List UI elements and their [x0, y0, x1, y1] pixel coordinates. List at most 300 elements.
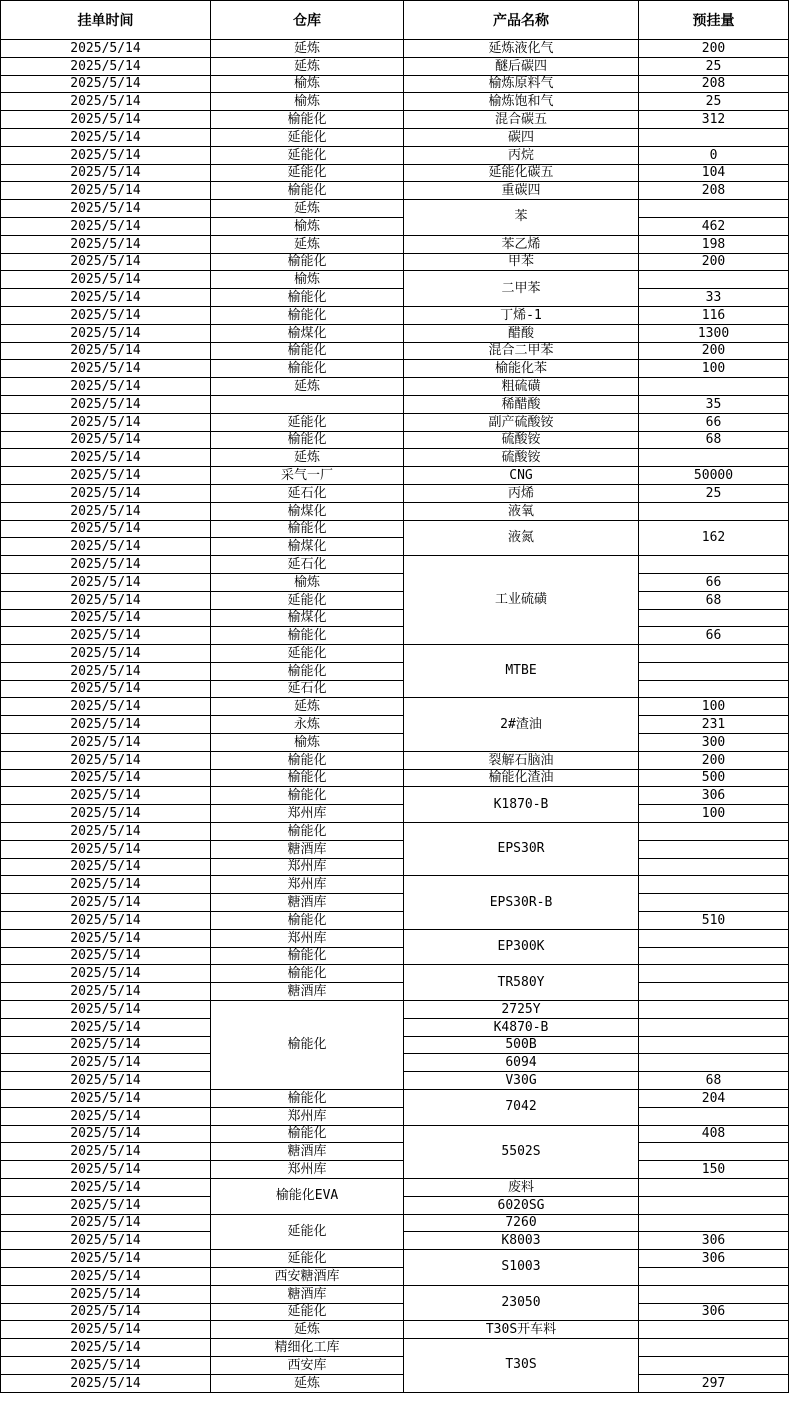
table-row — [1, 200, 789, 218]
date-cell: 2025/5/14 — [1, 1054, 211, 1072]
product-cell: T30S开车料 — [404, 1321, 639, 1339]
date-cell: 2025/5/14 — [1, 556, 211, 574]
warehouse-cell: 糖酒库 — [211, 840, 404, 858]
date-cell: 2025/5/14 — [1, 645, 211, 663]
table-row — [1, 662, 789, 680]
table-row — [1, 876, 789, 894]
table-row — [1, 164, 789, 182]
date-cell: 2025/5/14 — [1, 40, 211, 58]
table-row — [1, 734, 789, 752]
date-cell: 2025/5/14 — [1, 289, 211, 307]
warehouse-cell: 郑州库 — [211, 805, 404, 823]
warehouse-cell: 榆煤化 — [211, 538, 404, 556]
table-row — [1, 502, 789, 520]
product-cell: S1003 — [404, 1250, 639, 1286]
product-cell: 丙烷 — [404, 146, 639, 164]
product-cell: 工业硫磺 — [404, 556, 639, 645]
date-cell: 2025/5/14 — [1, 538, 211, 556]
product-cell: 丙烯 — [404, 484, 639, 502]
quantity-cell: 200 — [639, 342, 789, 360]
warehouse-cell: 延炼 — [211, 1374, 404, 1392]
product-cell: 榆能化渣油 — [404, 769, 639, 787]
warehouse-cell: 榆能化 — [211, 823, 404, 841]
date-cell: 2025/5/14 — [1, 1374, 211, 1392]
warehouse-cell: 郑州库 — [211, 929, 404, 947]
table-row — [1, 805, 789, 823]
warehouse-cell: 糖酒库 — [211, 894, 404, 912]
warehouse-cell: 采气一厂 — [211, 467, 404, 485]
quantity-cell: 66 — [639, 413, 789, 431]
warehouse-cell: 榆能化 — [211, 431, 404, 449]
header-quantity: 预挂量 — [639, 1, 789, 40]
date-cell: 2025/5/14 — [1, 698, 211, 716]
quantity-cell — [639, 1143, 789, 1161]
product-cell: EP300K — [404, 929, 639, 965]
date-cell: 2025/5/14 — [1, 609, 211, 627]
quantity-cell — [639, 823, 789, 841]
quantity-cell: 25 — [639, 57, 789, 75]
product-cell: K4870-B — [404, 1018, 639, 1036]
table-row — [1, 912, 789, 930]
warehouse-cell: 榆能化 — [211, 965, 404, 983]
product-cell: 醋酸 — [404, 324, 639, 342]
date-cell: 2025/5/14 — [1, 947, 211, 965]
date-cell: 2025/5/14 — [1, 680, 211, 698]
quantity-cell — [639, 1054, 789, 1072]
quantity-cell — [639, 983, 789, 1001]
date-cell: 2025/5/14 — [1, 894, 211, 912]
date-cell: 2025/5/14 — [1, 146, 211, 164]
product-cell: 延能化碳五 — [404, 164, 639, 182]
quantity-cell — [639, 894, 789, 912]
date-cell: 2025/5/14 — [1, 1179, 211, 1197]
date-cell: 2025/5/14 — [1, 449, 211, 467]
product-cell: K8003 — [404, 1232, 639, 1250]
date-cell: 2025/5/14 — [1, 716, 211, 734]
quantity-cell: 50000 — [639, 467, 789, 485]
table-row — [1, 840, 789, 858]
date-cell: 2025/5/14 — [1, 1001, 211, 1019]
quantity-cell: 35 — [639, 395, 789, 413]
table-row — [1, 858, 789, 876]
quantity-cell — [639, 858, 789, 876]
date-cell: 2025/5/14 — [1, 75, 211, 93]
table-row — [1, 751, 789, 769]
product-cell: EPS30R — [404, 823, 639, 876]
quantity-cell — [639, 1321, 789, 1339]
quantity-cell — [639, 645, 789, 663]
warehouse-cell: 榆能化 — [211, 289, 404, 307]
date-cell: 2025/5/14 — [1, 965, 211, 983]
date-cell: 2025/5/14 — [1, 1321, 211, 1339]
quantity-cell — [639, 1018, 789, 1036]
product-cell: 6020SG — [404, 1196, 639, 1214]
date-cell: 2025/5/14 — [1, 306, 211, 324]
table-row — [1, 680, 789, 698]
date-cell: 2025/5/14 — [1, 520, 211, 538]
warehouse-cell: 榆炼 — [211, 217, 404, 235]
warehouse-cell: 榆煤化 — [211, 502, 404, 520]
date-cell: 2025/5/14 — [1, 1036, 211, 1054]
warehouse-cell: 糖酒库 — [211, 1285, 404, 1303]
warehouse-cell: 榆炼 — [211, 271, 404, 289]
quantity-cell — [639, 1356, 789, 1374]
warehouse-cell: 榆能化 — [211, 947, 404, 965]
date-cell: 2025/5/14 — [1, 912, 211, 930]
quantity-cell: 408 — [639, 1125, 789, 1143]
quantity-cell: 500 — [639, 769, 789, 787]
table-row — [1, 111, 789, 129]
date-cell: 2025/5/14 — [1, 324, 211, 342]
warehouse-cell: 延能化 — [211, 591, 404, 609]
quantity-cell: 68 — [639, 431, 789, 449]
product-cell: K1870-B — [404, 787, 639, 823]
quantity-cell — [639, 1214, 789, 1232]
quantity-cell: 312 — [639, 111, 789, 129]
warehouse-cell: 榆炼 — [211, 573, 404, 591]
table-body — [1, 40, 789, 1393]
date-cell: 2025/5/14 — [1, 983, 211, 1001]
table-row — [1, 378, 789, 396]
date-cell: 2025/5/14 — [1, 1196, 211, 1214]
quantity-cell: 306 — [639, 1232, 789, 1250]
date-cell: 2025/5/14 — [1, 1143, 211, 1161]
warehouse-cell: 榆能化 — [211, 1001, 404, 1090]
warehouse-cell: 延能化 — [211, 146, 404, 164]
table-row — [1, 40, 789, 58]
product-cell: 混合碳五 — [404, 111, 639, 129]
quantity-cell — [639, 965, 789, 983]
table-row — [1, 1161, 789, 1179]
warehouse-cell: 延炼 — [211, 449, 404, 467]
table-row — [1, 627, 789, 645]
table-row — [1, 947, 789, 965]
warehouse-cell: 延能化 — [211, 645, 404, 663]
table-row — [1, 1321, 789, 1339]
date-cell: 2025/5/14 — [1, 1232, 211, 1250]
quantity-cell: 25 — [639, 484, 789, 502]
table-row — [1, 57, 789, 75]
table-row — [1, 769, 789, 787]
product-cell: 废料 — [404, 1179, 639, 1197]
quantity-cell: 462 — [639, 217, 789, 235]
product-cell: 裂解石脑油 — [404, 751, 639, 769]
table-row — [1, 182, 789, 200]
product-cell: 苯 — [404, 200, 639, 236]
warehouse-cell: 延石化 — [211, 680, 404, 698]
product-cell: 榆炼饱和气 — [404, 93, 639, 111]
table-row — [1, 573, 789, 591]
header-date: 挂单时间 — [1, 1, 211, 40]
warehouse-cell: 延能化 — [211, 164, 404, 182]
table-row — [1, 1090, 789, 1108]
date-cell: 2025/5/14 — [1, 1090, 211, 1108]
product-cell: 液氮 — [404, 520, 639, 556]
quantity-cell: 306 — [639, 1250, 789, 1268]
date-cell: 2025/5/14 — [1, 395, 211, 413]
warehouse-cell: 郑州库 — [211, 858, 404, 876]
table-row — [1, 395, 789, 413]
quantity-cell: 231 — [639, 716, 789, 734]
table-row — [1, 1303, 789, 1321]
date-cell: 2025/5/14 — [1, 823, 211, 841]
quantity-cell: 306 — [639, 787, 789, 805]
warehouse-cell: 榆能化 — [211, 627, 404, 645]
table-row — [1, 1001, 789, 1019]
date-cell: 2025/5/14 — [1, 1250, 211, 1268]
quantity-cell: 100 — [639, 805, 789, 823]
date-cell: 2025/5/14 — [1, 342, 211, 360]
warehouse-cell: 榆能化 — [211, 1125, 404, 1143]
date-cell: 2025/5/14 — [1, 378, 211, 396]
quantity-cell: 300 — [639, 734, 789, 752]
table-row — [1, 1179, 789, 1197]
date-cell: 2025/5/14 — [1, 787, 211, 805]
product-cell: 硫酸铵 — [404, 449, 639, 467]
product-cell: 甲苯 — [404, 253, 639, 271]
quantity-cell — [639, 200, 789, 218]
date-cell: 2025/5/14 — [1, 431, 211, 449]
table-row — [1, 698, 789, 716]
date-cell: 2025/5/14 — [1, 182, 211, 200]
table-row — [1, 217, 789, 235]
quantity-cell — [639, 1036, 789, 1054]
table-row — [1, 75, 789, 93]
product-cell: 榆炼原料气 — [404, 75, 639, 93]
quantity-cell: 66 — [639, 573, 789, 591]
quantity-cell: 68 — [639, 591, 789, 609]
date-cell: 2025/5/14 — [1, 1339, 211, 1357]
quantity-cell: 510 — [639, 912, 789, 930]
product-cell: 二甲苯 — [404, 271, 639, 307]
date-cell: 2025/5/14 — [1, 57, 211, 75]
date-cell: 2025/5/14 — [1, 1125, 211, 1143]
quantity-cell — [639, 378, 789, 396]
product-cell: 副产硫酸铵 — [404, 413, 639, 431]
warehouse-cell: 延炼 — [211, 57, 404, 75]
product-cell: CNG — [404, 467, 639, 485]
quantity-cell: 33 — [639, 289, 789, 307]
date-cell: 2025/5/14 — [1, 627, 211, 645]
warehouse-cell: 榆能化 — [211, 360, 404, 378]
date-cell: 2025/5/14 — [1, 235, 211, 253]
table-row — [1, 413, 789, 431]
table-row — [1, 716, 789, 734]
quantity-cell: 200 — [639, 253, 789, 271]
warehouse-cell: 榆煤化 — [211, 324, 404, 342]
date-cell: 2025/5/14 — [1, 876, 211, 894]
date-cell: 2025/5/14 — [1, 1285, 211, 1303]
quantity-cell: 150 — [639, 1161, 789, 1179]
table-row — [1, 520, 789, 538]
product-cell: MTBE — [404, 645, 639, 698]
table-row — [1, 983, 789, 1001]
table-row — [1, 1214, 789, 1232]
warehouse-cell: 延能化 — [211, 128, 404, 146]
warehouse-cell: 榆能化 — [211, 751, 404, 769]
product-cell: 延炼液化气 — [404, 40, 639, 58]
date-cell: 2025/5/14 — [1, 929, 211, 947]
warehouse-cell: 糖酒库 — [211, 983, 404, 1001]
date-cell: 2025/5/14 — [1, 573, 211, 591]
warehouse-cell: 糖酒库 — [211, 1143, 404, 1161]
quantity-cell: 200 — [639, 40, 789, 58]
product-cell: 稀醋酸 — [404, 395, 639, 413]
table-row — [1, 253, 789, 271]
warehouse-cell: 榆炼 — [211, 93, 404, 111]
date-cell: 2025/5/14 — [1, 467, 211, 485]
quantity-cell: 100 — [639, 360, 789, 378]
quantity-cell — [639, 876, 789, 894]
table-row — [1, 823, 789, 841]
product-cell: 2#渣油 — [404, 698, 639, 751]
date-cell: 2025/5/14 — [1, 1107, 211, 1125]
date-cell: 2025/5/14 — [1, 360, 211, 378]
warehouse-cell: 榆能化 — [211, 520, 404, 538]
quantity-cell: 162 — [639, 520, 789, 556]
warehouse-cell: 西安糖酒库 — [211, 1267, 404, 1285]
quantity-cell — [639, 502, 789, 520]
quantity-cell: 100 — [639, 698, 789, 716]
date-cell: 2025/5/14 — [1, 1303, 211, 1321]
warehouse-cell: 榆能化 — [211, 253, 404, 271]
quantity-cell — [639, 1267, 789, 1285]
quantity-cell: 104 — [639, 164, 789, 182]
quantity-cell — [639, 1196, 789, 1214]
product-cell: 榆能化苯 — [404, 360, 639, 378]
table-row — [1, 1267, 789, 1285]
product-cell: 5502S — [404, 1125, 639, 1178]
warehouse-cell: 榆炼 — [211, 75, 404, 93]
quantity-cell: 66 — [639, 627, 789, 645]
product-cell: 23050 — [404, 1285, 639, 1321]
date-cell: 2025/5/14 — [1, 271, 211, 289]
product-cell: 7260 — [404, 1214, 639, 1232]
table-row — [1, 1374, 789, 1392]
table-row — [1, 467, 789, 485]
date-cell: 2025/5/14 — [1, 413, 211, 431]
warehouse-cell: 榆能化EVA — [211, 1179, 404, 1215]
warehouse-cell: 郑州库 — [211, 876, 404, 894]
table-row — [1, 894, 789, 912]
table-row — [1, 1356, 789, 1374]
warehouse-cell: 延能化 — [211, 1250, 404, 1268]
quantity-cell — [639, 556, 789, 574]
date-cell: 2025/5/14 — [1, 1356, 211, 1374]
product-cell: 硫酸铵 — [404, 431, 639, 449]
date-cell: 2025/5/14 — [1, 1214, 211, 1232]
warehouse-cell: 永炼 — [211, 716, 404, 734]
quantity-cell: 297 — [639, 1374, 789, 1392]
table-row — [1, 556, 789, 574]
quantity-cell: 208 — [639, 75, 789, 93]
quantity-cell — [639, 840, 789, 858]
table-row — [1, 965, 789, 983]
warehouse-cell: 延能化 — [211, 413, 404, 431]
table-row — [1, 306, 789, 324]
table-row — [1, 431, 789, 449]
warehouse-cell: 榆能化 — [211, 662, 404, 680]
date-cell: 2025/5/14 — [1, 1072, 211, 1090]
date-cell: 2025/5/14 — [1, 805, 211, 823]
product-cell: 苯乙烯 — [404, 235, 639, 253]
date-cell: 2025/5/14 — [1, 769, 211, 787]
product-cell: 碳四 — [404, 128, 639, 146]
warehouse-cell: 榆能化 — [211, 182, 404, 200]
date-cell: 2025/5/14 — [1, 253, 211, 271]
product-cell: 粗硫磺 — [404, 378, 639, 396]
date-cell: 2025/5/14 — [1, 484, 211, 502]
warehouse-cell: 郑州库 — [211, 1107, 404, 1125]
quantity-cell — [639, 947, 789, 965]
product-cell: T30S — [404, 1339, 639, 1392]
quantity-cell — [639, 1107, 789, 1125]
quantity-cell — [639, 449, 789, 467]
table-row — [1, 484, 789, 502]
quantity-cell: 68 — [639, 1072, 789, 1090]
date-cell: 2025/5/14 — [1, 217, 211, 235]
warehouse-cell — [211, 395, 404, 413]
warehouse-cell: 榆能化 — [211, 342, 404, 360]
warehouse-cell: 榆能化 — [211, 1090, 404, 1108]
quantity-cell: 0 — [639, 146, 789, 164]
warehouse-cell: 精细化工库 — [211, 1339, 404, 1357]
warehouse-cell: 郑州库 — [211, 1161, 404, 1179]
product-cell: 7042 — [404, 1090, 639, 1126]
table-row — [1, 609, 789, 627]
warehouse-cell: 延能化 — [211, 1214, 404, 1250]
table-row — [1, 146, 789, 164]
quantity-cell — [639, 271, 789, 289]
product-cell: 混合二甲苯 — [404, 342, 639, 360]
quantity-cell: 1300 — [639, 324, 789, 342]
warehouse-cell: 西安库 — [211, 1356, 404, 1374]
table-row — [1, 342, 789, 360]
quantity-cell: 198 — [639, 235, 789, 253]
quantity-cell — [639, 1001, 789, 1019]
table-row — [1, 289, 789, 307]
table-row — [1, 929, 789, 947]
warehouse-cell: 延炼 — [211, 378, 404, 396]
date-cell: 2025/5/14 — [1, 734, 211, 752]
table-row — [1, 1285, 789, 1303]
table-row — [1, 235, 789, 253]
quantity-cell — [639, 128, 789, 146]
warehouse-cell: 榆能化 — [211, 111, 404, 129]
date-cell: 2025/5/14 — [1, 751, 211, 769]
warehouse-cell: 榆能化 — [211, 306, 404, 324]
quantity-cell — [639, 1285, 789, 1303]
table-row — [1, 787, 789, 805]
quantity-cell: 25 — [639, 93, 789, 111]
date-cell: 2025/5/14 — [1, 200, 211, 218]
date-cell: 2025/5/14 — [1, 502, 211, 520]
product-cell: 500B — [404, 1036, 639, 1054]
warehouse-cell: 榆能化 — [211, 912, 404, 930]
quantity-cell: 208 — [639, 182, 789, 200]
product-cell: EPS30R-B — [404, 876, 639, 929]
date-cell: 2025/5/14 — [1, 128, 211, 146]
quantity-cell: 306 — [639, 1303, 789, 1321]
date-cell: 2025/5/14 — [1, 111, 211, 129]
table-row — [1, 1339, 789, 1357]
table-row — [1, 645, 789, 663]
quantity-cell: 116 — [639, 306, 789, 324]
date-cell: 2025/5/14 — [1, 93, 211, 111]
quantity-cell — [639, 609, 789, 627]
quantity-cell: 204 — [639, 1090, 789, 1108]
table-row — [1, 360, 789, 378]
